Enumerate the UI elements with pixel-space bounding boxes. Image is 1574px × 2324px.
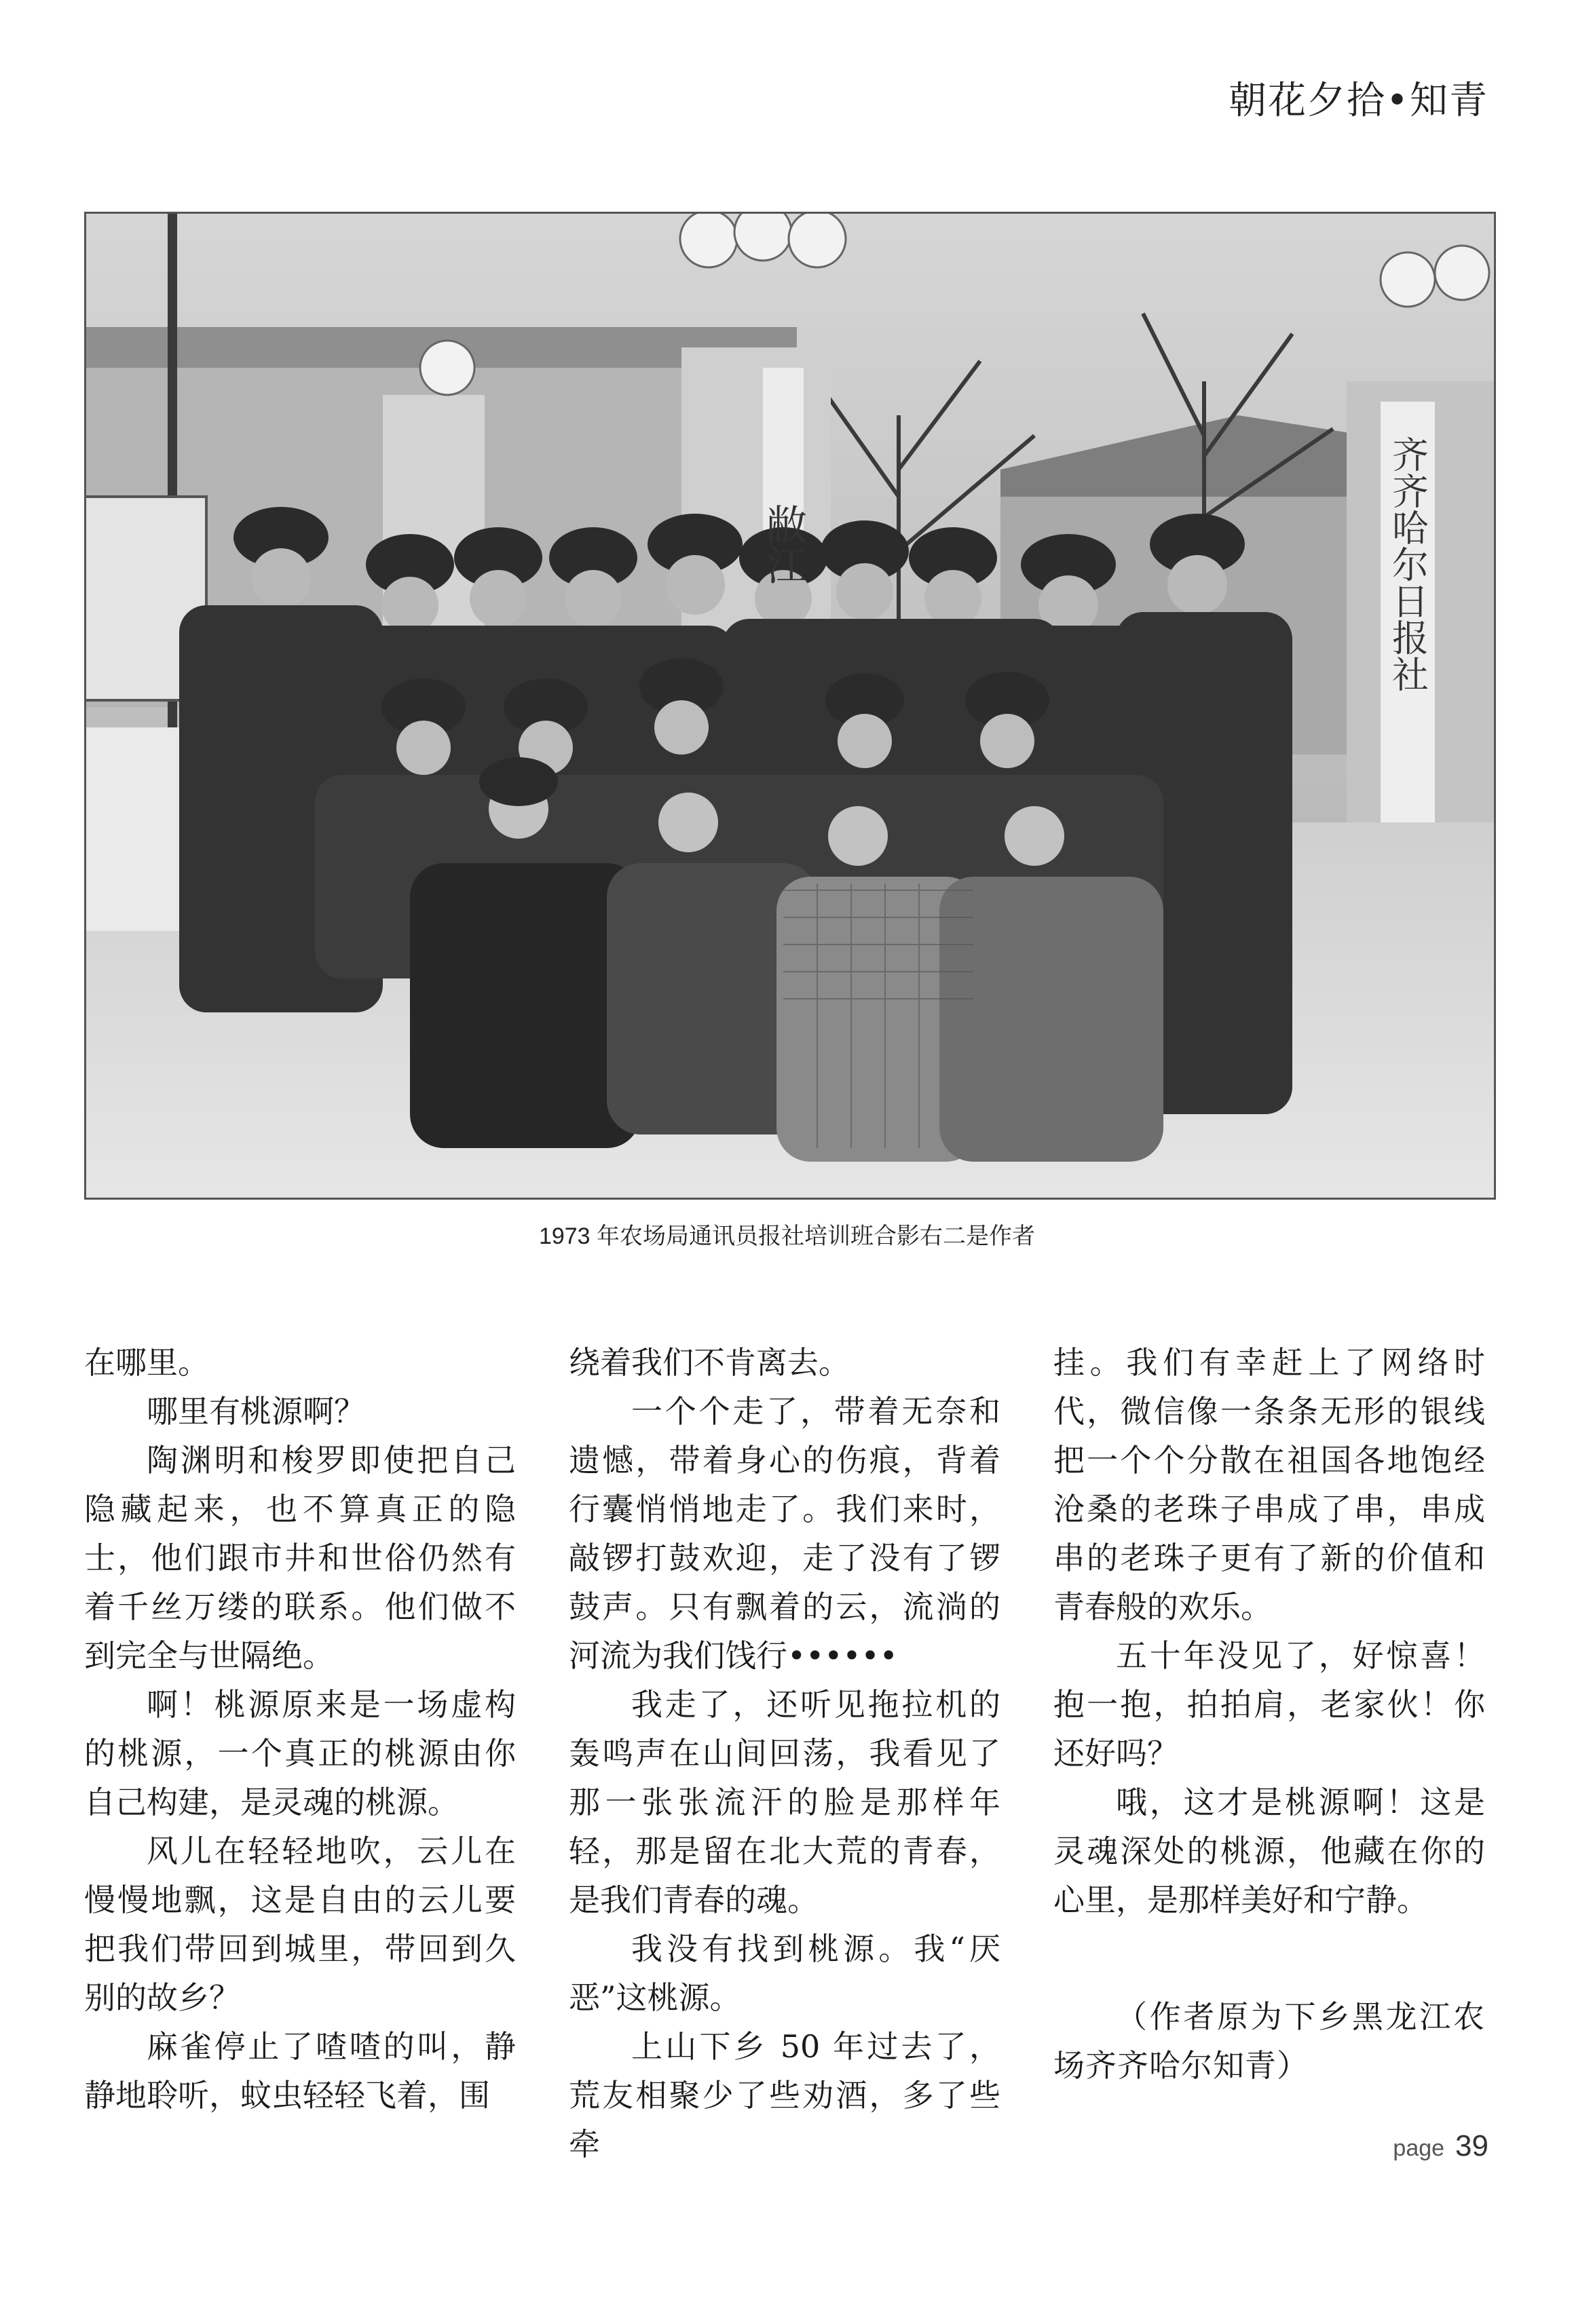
page-label: page [1393,2135,1445,2161]
page-number: 39 [1455,2129,1488,2163]
paragraph: 哦，这才是桃源啊！这是灵魂深处的桃源，他藏在你的心里，是那样美好和宁静。 [1053,1784,1485,1918]
text-column-3 [1053,1338,1485,2090]
paragraph: 上山下乡 50 年过去了，荒友相聚少了些劝酒，多了些牵 [569,2028,1000,2163]
paragraph: 麻雀停止了喳喳的叫，静静地聆听，蚊虫轻轻飞着，围 [84,2028,516,2114]
paragraph: 绕着我们不肯离去。 [569,1344,850,1381]
paragraph: 我没有找到桃源。我“厌恶”这桃源。 [569,1930,1000,2016]
section-header: 朝花夕拾•知青 [1228,79,1488,123]
paragraph: 挂。我们有幸赶上了网络时代，微信像一条条无形的银线把一个个分散在祖国各地饱经沧桑的老珠子串成了串，串成串的老珠子更有了新的价值和青春般的欢乐。 [1053,1344,1485,1625]
paragraph: 在哪里。 [84,1344,209,1381]
page-footer [1393,2129,1488,2163]
paragraph: 陶渊明和梭罗即使把自己隐藏起来，也不算真正的隐士，他们跟市井和世俗仍然有着千丝万缕的联系。他们做不到完全与世隔绝。 [84,1442,516,1674]
photo-caption: 1973 年农场局通讯员报社培训班合影右二是作者 [538,1223,1036,1249]
text-column-1 [84,1338,516,2120]
paragraph: 哪里有桃源啊？ [147,1393,365,1430]
text-column-2 [569,1338,1000,2169]
paragraph: 一个个走了，带着无奈和遗憾，带着身心的伤痕，背着行囊悄悄地走了。我们来时，敲锣打鼓欢迎，走了没有了锣鼓声。只有飘着的云，流淌的河流为我们饯行•••••• [569,1393,1000,1674]
group-photo-icon [84,212,1496,1200]
gate-sign-right: 齐齐哈尔日报社 [1386,436,1429,692]
gate-sign-left: 敝江 [760,503,807,585]
paragraph: 我走了，还听见拖拉机的轰鸣声在山间回荡，我看见了那一张张流汗的脸是那样年轻，那是留在北大荒的青春，是我们青春的魂。 [569,1686,1000,1918]
author-note: （作者原为下乡黑龙江农场齐齐哈尔知青） [1053,1998,1485,2084]
paragraph: 风儿在轻轻地吹，云儿在慢慢地飘，这是自由的云儿要把我们带回到城里，带回到久别的故乡？ [84,1833,516,2016]
paragraph: 啊！桃源原来是一场虚构的桃源，一个真正的桃源由你自己构建，是灵魂的桃源。 [84,1686,516,1821]
paragraph: 五十年没见了，好惊喜！抱一抱，拍拍肩，老家伙！你还好吗？ [1053,1637,1485,1772]
group-photo [84,212,1496,1200]
